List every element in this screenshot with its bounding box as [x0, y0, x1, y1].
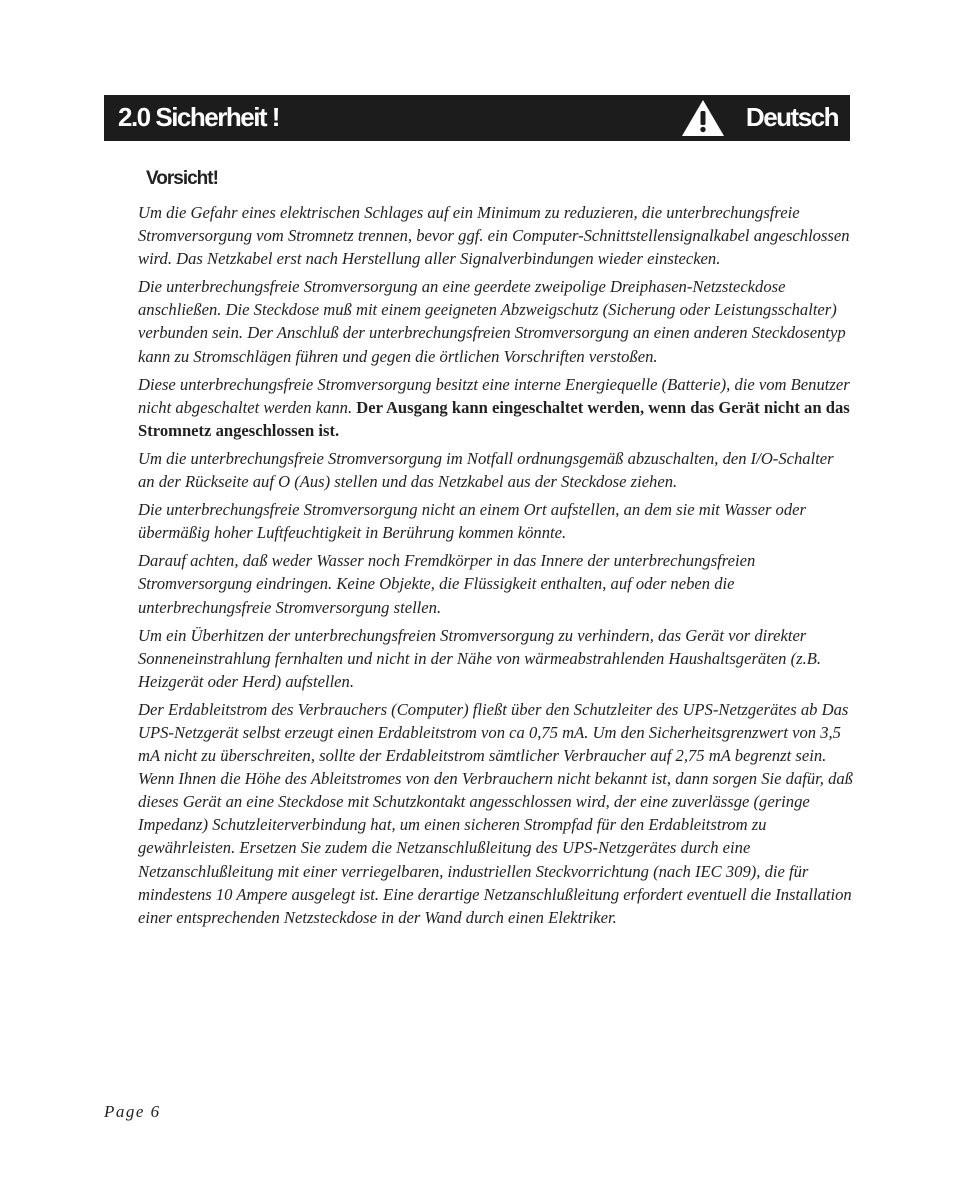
- paragraph-grounded-outlet: Die unterbrechungsfreie Stromversorgung an eine geerdete zweipolige Dreiphasen-Netzsteckdose anschließen. Die Steckdose muß mit einem geeigneten Abzweigschutz (Sicherung oder Leistungsschalter) verbunden sein. Der Anschluß der unterbrechungsfreien Stromversorgung an einen anderen Steckdosentyp kann zu Stromschlägen führen und gegen die örtlichen Vorschriften verstoßen.: [138, 277, 846, 366]
- paragraph-disconnect: Um die Gefahr eines elektrischen Schlages auf ein Minimum zu reduzieren, die unterbrechungsfreie Stromversorgung vom Stromnetz trennen, bevor ggf. ein Computer-Schnittstellensignalkabel angeschlossen wird. Das Netzkabel erst nach Herstellung aller Signalverbindungen wieder einstecken.: [138, 203, 850, 269]
- paragraph-leakage-current: Der Erdableitstrom des Verbrauchers (Computer) fließt über den Schutzleiter des UPS-Netzgerätes ab Das UPS-Netzgerät selbst erzeugt einen Erdableitstrom von ca 0,75 mA. Um den Sicherheitsgrenzwert von 3,5 mA nicht zu überschreiten, sollte der Erdableitstrom sämtlicher Verbraucher auf 2,75 mA begrenzt sein. Wenn Ihnen die Höhe des Ableitstromes von den Verbrauchern nicht bekannt ist, dann sorgen Sie dafür, daß dieses Gerät an eine Steckdose mit Schutzkontakt angesschlossen wird, der eine zuverlässge (geringe Impedanz) Schutzleiterverbindung hat, um einen sicheren Strompfad für den Erdableitstrom zu gewährleisten. Ersetzen Sie zudem die Netzanschlußleitung des UPS-Netzgerätes durch eine Netzanschlußleitung mit einer verriegelbaren, industriellen Steckvorrichtung (nach IEC 309), die für mindestens 10 Ampere ausgelegt ist. Eine derartige Netzanschlußleitung erfordert eventuell die Installation einer entsprechenden Netzsteckdose in der Wand durch einen Elektriker.: [138, 699, 853, 927]
- paragraph-foreign-objects: Darauf achten, daß weder Wasser noch Fremdkörper in das Innere der unterbrechungsfreien Stromversorgung eindringen. Keine Objekte, die Flüssigkeit enthalten, auf oder neben die unterbrechungsfreie Stromversorgung stellen.: [138, 551, 756, 617]
- page-number: Page 6: [104, 1102, 161, 1121]
- paragraph-overheating: Um ein Überhitzen der unterbrechungsfreien Stromversorgung zu verhindern, das Gerät vor direkter Sonneneinstrahlung fernhalten und nicht in der Nähe von wärmeabstrahlenden Haushaltsgeräten (z.B. Heizgerät oder Herd) aufstellen.: [138, 625, 822, 691]
- paragraph-internal-battery: Diese unterbrechungsfreie Stromversorgung besitzt eine interne Energiequelle (Batterie), die vom Benutzer nicht abgeschaltet werden kann. Der Ausgang kann eingeschaltet werden, wenn das Gerät nicht an das Stromnetz angeschlossen ist.: [138, 374, 850, 440]
- safety-instructions: [138, 201, 854, 934]
- warning-triangle-icon: [680, 98, 726, 138]
- section-header-bar: [104, 95, 850, 141]
- section-title: 2.0 Sicherheit !: [118, 102, 279, 132]
- language-label: Deutsch: [745, 102, 838, 132]
- caution-heading: Vorsicht!: [146, 168, 218, 189]
- paragraph-emergency-shutdown: Um die unterbrechungsfreie Stromversorgung im Notfall ordnungsgemäß abzuschalten, den I/O-Schalter an der Rückseite auf O (Aus) stellen und das Netzkabel aus der Steckdose ziehen.: [138, 448, 834, 492]
- paragraph-water: Die unterbrechungsfreie Stromversorgung nicht an einem Ort aufstellen, an dem sie mit Wasser oder übermäßig hoher Luftfeuchtigkeit in Berührung kommen könnte.: [138, 500, 806, 543]
- battery-warning-bold: Der Ausgang kann eingeschaltet werden, wenn das Gerät nicht an das Stromnetz angeschlossen ist.: [138, 397, 850, 440]
